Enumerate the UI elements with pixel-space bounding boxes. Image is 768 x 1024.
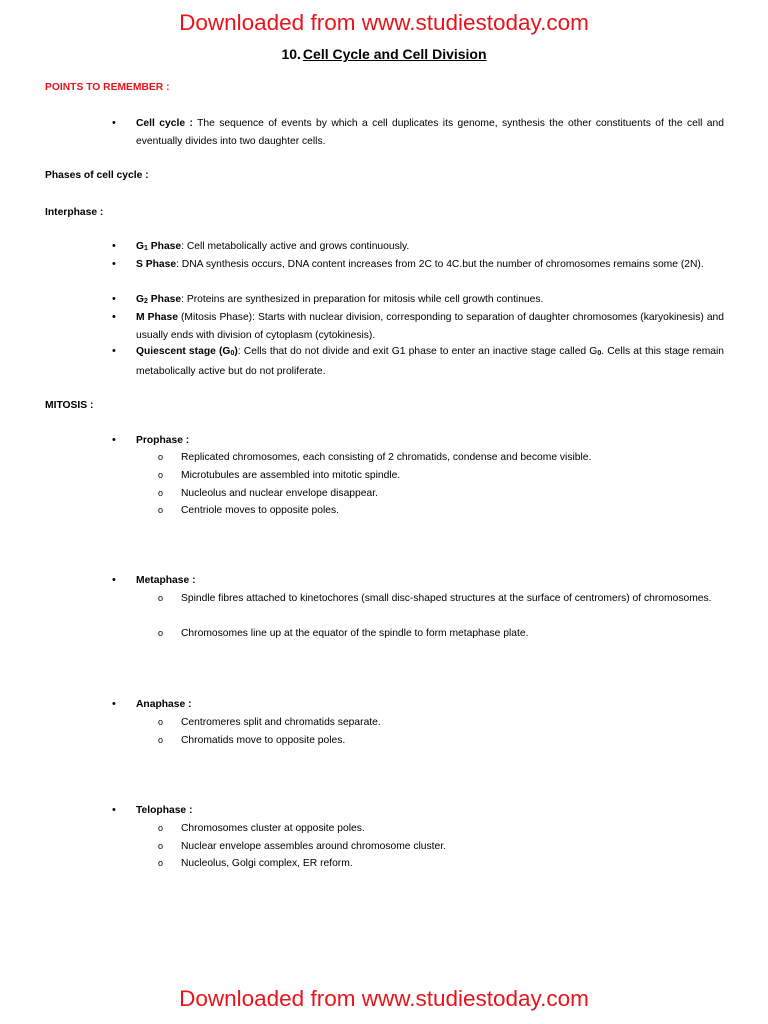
phase-text: : DNA synthesis occurs, DNA content increases from 2C to 4C.but the number of chromosomes remains some (2N).	[176, 259, 704, 270]
sub-bullet-icon: o	[158, 452, 164, 462]
phase-item	[136, 343, 724, 380]
mitosis-heading: MITOSIS :	[45, 400, 94, 411]
sub-bullet-icon: o	[158, 823, 164, 833]
phase-term-sub: 1	[144, 245, 148, 252]
phase-text: : Proteins are synthesized in preparation for mitosis while cell growth continues.	[181, 294, 544, 305]
sub-bullet-icon: o	[158, 717, 164, 727]
bullet-icon: •	[112, 258, 116, 270]
sub-bullet-icon: o	[158, 858, 164, 868]
points-to-remember-heading: POINTS TO REMEMBER :	[45, 82, 170, 93]
stage-point: Centriole moves to opposite poles.	[181, 505, 339, 516]
phase-term	[136, 294, 181, 305]
stage-name: Metaphase :	[136, 575, 196, 586]
phase-item	[136, 256, 724, 274]
stage-point: Spindle fibres attached to kinetochores (small disc-shaped structures at the surface of centromers) of chromosomes.	[181, 593, 712, 604]
cell-cycle-term: Cell cycle :	[136, 118, 193, 129]
phase-term-pre: S Phase	[136, 259, 177, 270]
stage-point: Chromosomes line up at the equator of the spindle to form metaphase plate.	[181, 628, 529, 639]
stage-name: Prophase :	[136, 435, 190, 446]
phase-text: : Cell metabolically active and grows continuously.	[181, 241, 410, 252]
download-banner-top: Downloaded from www.studiestoday.com	[179, 10, 589, 35]
phase-text: : Cells that do not divide and exit G1 phase to enter an inactive stage called G	[237, 346, 598, 357]
sub-bullet-icon: o	[158, 488, 164, 498]
sub-bullet-icon: o	[158, 735, 164, 745]
download-banner-bottom: Downloaded from www.studiestoday.com	[179, 986, 589, 1011]
stage-point: Centromeres split and chromatids separate.	[181, 717, 381, 728]
cell-cycle-definition	[136, 115, 724, 150]
phase-term-post: Phase	[147, 294, 182, 305]
phase-term-post: )	[234, 346, 238, 357]
phase-term-pre: M Phase	[136, 312, 178, 323]
phase-term-pre: Quiescent stage (G	[136, 346, 231, 357]
bullet-icon: •	[112, 434, 116, 446]
bullet-icon: •	[112, 345, 116, 357]
phase-text: (Mitosis Phase): Starts with nuclear division, corresponding to separation of daughter chromosomes (karyokinesis) and usually ends with division of cytoplasm (cytokinesis).	[136, 312, 724, 341]
bullet-icon: •	[112, 293, 116, 305]
phase-term	[136, 346, 238, 357]
stage-point: Chromosomes cluster at opposite poles.	[181, 823, 365, 834]
chapter-title-text: Cell Cycle and Cell Division	[302, 46, 487, 62]
phase-item	[136, 291, 724, 311]
phase-term-sub: 0	[230, 350, 235, 357]
stage-name: Anaphase :	[136, 699, 192, 710]
interphase-heading: Interphase :	[45, 207, 104, 218]
sub-bullet-icon: o	[158, 841, 164, 851]
phase-term-pre: G	[136, 294, 145, 305]
phase-term	[136, 312, 178, 323]
phase-term-sub: 2	[144, 298, 148, 305]
stage-point: Nucleolus, Golgi complex, ER reform.	[181, 858, 353, 869]
stage-point: Replicated chromosomes, each consisting of 2 chromatids, condense and become visible.	[181, 452, 592, 463]
stage-name: Telophase :	[136, 805, 193, 816]
phase-term-pre: G	[136, 241, 145, 252]
sub-bullet-icon: o	[158, 505, 164, 515]
phase-item	[136, 238, 724, 258]
bullet-icon: •	[112, 117, 116, 129]
sub-bullet-icon: o	[158, 593, 164, 603]
cell-cycle-text: The sequence of events by which a cell duplicates its genome, synthesis the other constituents of the cell and eventually divides into two daughter cells.	[136, 118, 724, 147]
phase-term	[136, 259, 176, 270]
bullet-icon: •	[112, 240, 116, 252]
phase-text-post: . Cells at this stage remain metabolically active but do not proliferate.	[136, 346, 725, 377]
phase-term	[136, 241, 181, 252]
phases-heading: Phases of cell cycle :	[45, 170, 149, 181]
bullet-icon: •	[112, 574, 116, 586]
stage-point: Chromatids move to opposite poles.	[181, 735, 346, 746]
bullet-icon: •	[112, 311, 116, 323]
phase-text-sub: 0	[597, 350, 602, 357]
bullet-icon: •	[112, 804, 116, 816]
phase-term-post: Phase	[147, 241, 182, 252]
phase-item	[136, 309, 724, 344]
chapter-number: 10.	[281, 46, 301, 62]
chapter-title	[0, 44, 768, 64]
sub-bullet-icon: o	[158, 470, 164, 480]
bullet-icon: •	[112, 698, 116, 710]
stage-point: Microtubules are assembled into mitotic spindle.	[181, 470, 401, 481]
sub-bullet-icon: o	[158, 628, 164, 638]
stage-point: Nuclear envelope assembles around chromosome cluster.	[181, 841, 446, 852]
stage-point: Nucleolus and nuclear envelope disappear.	[181, 488, 378, 499]
